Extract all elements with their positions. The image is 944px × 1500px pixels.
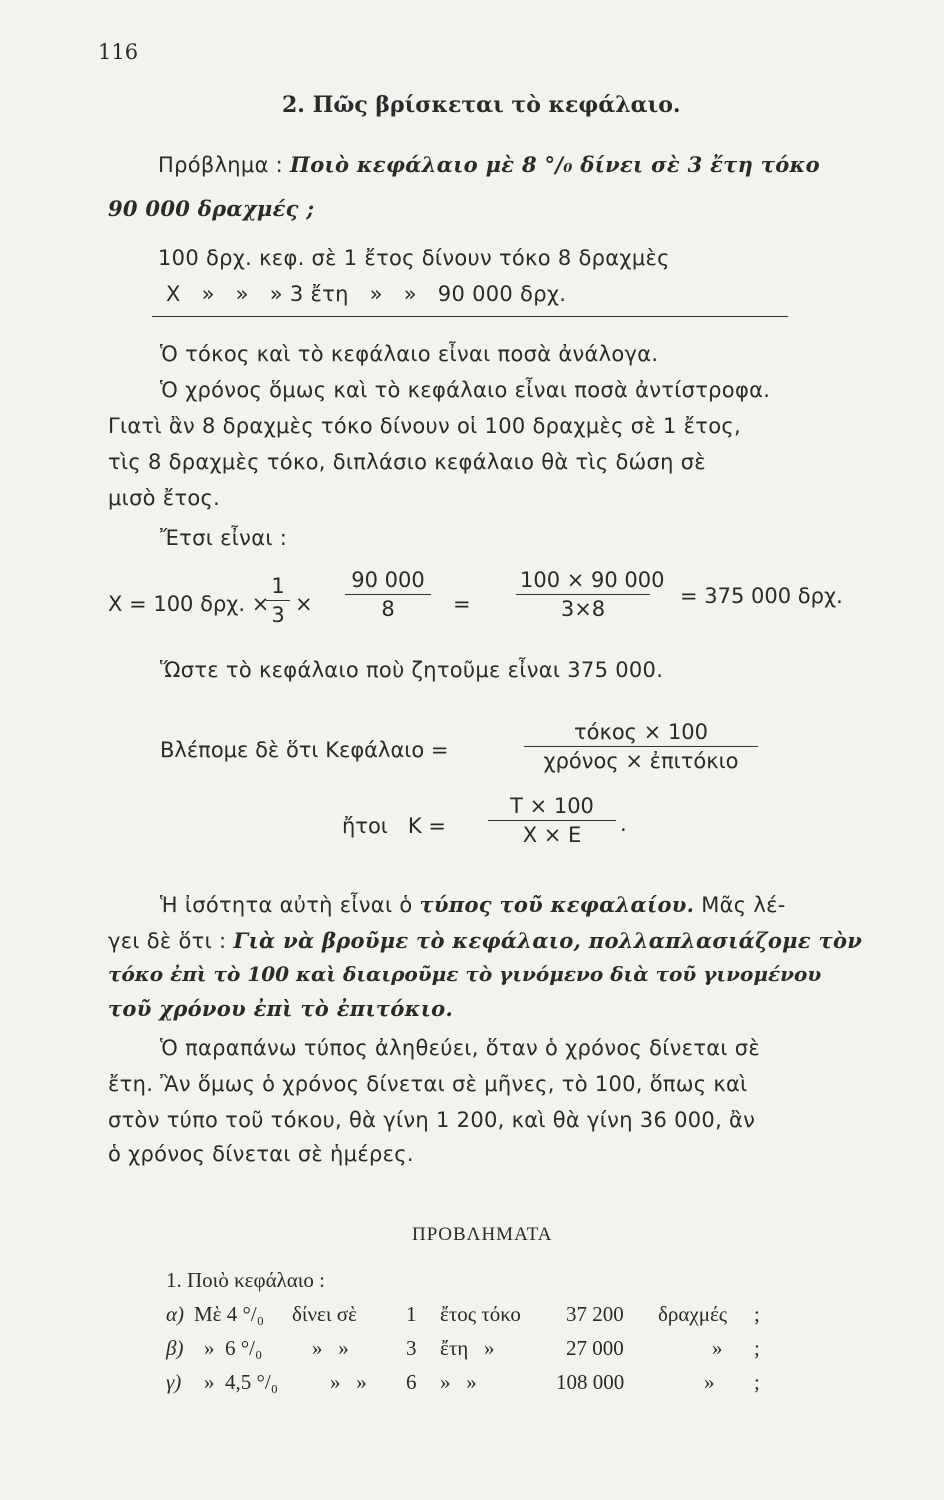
problem-text-1: Ποιὸ κεφάλαιο μὲ 8 °/₀ δίνει σὲ 3 ἔτη τόκο [290,152,820,177]
formula2-fraction [488,794,616,847]
formula1-prefix: Βλέπομε δὲ ὅτι Κεφάλαιο = [160,738,449,762]
formula1-den: χρόνος × ἐπιτόκιο [543,749,739,773]
equation-times: × [295,592,313,616]
fraction-2-num: 90 000 [351,568,425,592]
formula1-num: τόκος × 100 [573,720,709,744]
rule-line-1-c: Μᾶς λέ- [694,893,786,917]
problem-row-end: ; [754,1370,760,1394]
rule-line-3: τόκο ἐπὶ τὸ 100 καὶ διαιροῦμε τὸ γινόμενο διὰ τοῦ γινομένου [108,962,822,986]
body2-line-4: ὁ χρόνος δίνεται σὲ ἡμέρες. [108,1142,414,1166]
body1-line-4: τὶς 8 δραχμὲς τόκο, διπλάσιο κεφάλαιο θὰ τὶς δώση σὲ [108,450,706,474]
formula2-den: X × E [522,823,582,847]
fraction-3-num: 100 × 90 000 [520,568,665,592]
problem-row-currency: » [712,1336,723,1360]
body1-line-3: Γιατὶ ἂν 8 δραχμὲς τόκο δίνουν οἱ 100 δραχμὲς σὲ 1 ἔτος, [108,414,741,438]
problem-line-2: 90 000 δραχμές ; [108,196,315,221]
problem-row-unit: » » [440,1370,477,1394]
rule-line-2-a: γει δὲ ὅτι : [108,929,234,953]
problem-row-end: ; [754,1302,760,1326]
rule-line-1 [160,892,786,917]
etsi-einai: Ἔτσι εἶναι : [160,526,288,550]
problems-intro: 1. Ποιὸ κεφάλαιο : [166,1268,326,1292]
rule-line-2-b: Γιὰ νὰ βροῦμε τὸ κεφάλαιο, πολλαπλασιάζομε τὸν [233,928,863,953]
formula2-prefix: ἤτοι K = [342,814,446,838]
problems-heading: ΠΡΟΒΛΗΜΑΤΑ [412,1224,553,1245]
problem-row-rate: » 4,5 °/₀ [204,1370,279,1394]
body2-line-1: Ὁ παραπάνω τύπος ἀληθεύει, ὅταν ὁ χρόνος δίνεται σὲ [160,1036,761,1060]
problem-row-label: β) [166,1336,184,1360]
fraction-1-num: 1 [271,574,285,598]
fraction-1-den: 3 [271,603,285,627]
problem-row-verb: » » [330,1370,367,1394]
fraction-product [516,568,665,621]
problem-line-1 [158,152,820,177]
problem-row-label: γ) [166,1370,182,1394]
formula2-num: T × 100 [510,794,594,818]
body1-line-1: Ὁ τόκος καὶ τὸ κεφάλαιο εἶναι ποσὰ ἀνάλογα. [160,342,659,366]
problem-label: Πρόβλημα : [158,153,284,177]
problem-row-rate: Μὲ 4 °/₀ [194,1302,265,1326]
problem-row-unit: ἔτη » [440,1336,495,1360]
problem-row-unit: ἔτος τόκο [440,1302,521,1326]
formula2-period: . [620,812,627,836]
problem-row-currency: δραχμές [658,1302,728,1326]
fraction-3-den: 3×8 [560,597,606,621]
problem-row-amount: 37 200 [566,1302,624,1326]
problem-row-verb: » » [312,1336,349,1360]
fraction-2-den: 8 [381,597,395,621]
rule-line-1-a: Ἡ ἰσότητα αὐτὴ εἶναι ὁ [160,893,420,917]
body2-line-2: ἔτη. Ἂν ὅμως ὁ χρόνος δίνεται σὲ μῆνες, τὸ 100, ὅπως καὶ [108,1072,748,1096]
rule-line-1-b: τύπος τοῦ κεφαλαίου. [419,892,695,917]
problem-row-amount: 108 000 [556,1370,625,1394]
fraction-1-3 [266,574,290,627]
rule-line-4: τοῦ χρόνου ἐπὶ τὸ ἐπιτόκιο. [108,996,454,1021]
problem-row-verb: δίνει σὲ [292,1302,357,1326]
reduction-rule [152,316,788,317]
problem-row-time: 1 [406,1302,417,1326]
equation-result: = 375 000 δρχ. [680,584,843,608]
reduction-row-2: X » » » 3 ἔτη » » 90 000 δρχ. [166,282,567,306]
problem-row-currency: » [704,1370,715,1394]
equation-lhs: X = 100 δρχ. × [108,592,270,616]
body1-line-5: μισὸ ἔτος. [108,486,221,510]
problem-row-amount: 27 000 [566,1336,624,1360]
body1-line-2: Ὁ χρόνος ὅμως καὶ τὸ κεφάλαιο εἶναι ποσὰ ἀντίστροφα. [160,378,771,402]
page-number: 116 [98,40,139,64]
reduction-row-1: 100 δρχ. κεφ. σὲ 1 ἔτος δίνουν τόκο 8 δραχμὲς [158,246,670,270]
problem-row-time: 3 [406,1336,417,1360]
problem-row-time: 6 [406,1370,417,1394]
fraction-90000-8 [345,568,431,621]
problem-row-end: ; [754,1336,760,1360]
rule-line-2 [108,928,862,953]
section-title: 2. Πῶς βρίσκεται τὸ κεφάλαιο. [282,92,681,118]
problem-row-label: α) [166,1302,185,1326]
equation-equals: = [453,592,471,616]
conclusion: Ὥστε τὸ κεφάλαιο ποὺ ζητοῦμε εἶναι 375 000. [160,658,664,682]
body2-line-3: στὸν τύπο τοῦ τόκου, θὰ γίνη 1 200, καὶ θὰ γίνη 36 000, ἂν [108,1108,756,1132]
formula1-fraction [524,720,758,773]
problem-row-rate: » 6 °/₀ [204,1336,263,1360]
